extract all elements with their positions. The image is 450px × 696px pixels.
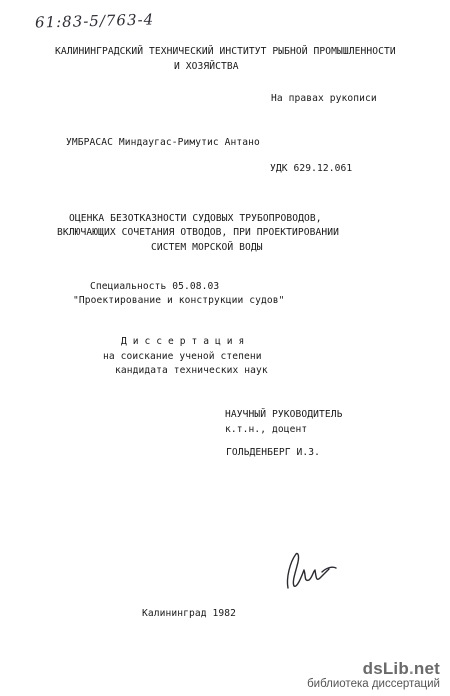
institute-name-line-2: И ХОЗЯЙСТВА [174, 61, 239, 72]
dslib-logo[interactable] [307, 659, 440, 679]
institute-name-line-1: КАЛИНИНГРАДСКИЙ ТЕХНИЧЕСКИЙ ИНСТИТУТ РЫБНОЙ ПРОМЫШЛЕННОСТИ [55, 46, 396, 57]
udk-code: УДК 629.12.061 [270, 163, 353, 174]
logo-main: dsLib [362, 659, 409, 678]
handwritten-signature [282, 548, 338, 592]
thesis-title-line-1: ОЦЕНКА БЕЗОТКАЗНОСТИ СУДОВЫХ ТРУБОПРОВОДОВ, [69, 213, 322, 224]
author-name: УМБРАСАС Миндаугас-Римутис Антано [66, 137, 260, 148]
logo-dot: . [408, 659, 414, 678]
supervisor-name: ГОЛЬДЕНБЕРГ И.З. [226, 447, 321, 458]
city-year: Калининград 1982 [142, 608, 237, 619]
handwritten-archive-code: 61:83-5/763-4 [34, 10, 155, 32]
specialty-name: "Проектирование и конструкции судов" [73, 295, 285, 306]
supervisor-label: НАУЧНЫЙ РУКОВОДИТЕЛЬ [225, 409, 343, 420]
specialty-number: Специальность 05.08.03 [90, 281, 220, 292]
logo-tld: net [413, 659, 440, 678]
thesis-title-line-3: СИСТЕМ МОРСКОЙ ВОДЫ [151, 242, 263, 253]
degree-line-1: на соискание ученой степени [103, 351, 262, 362]
degree-line-2: кандидата технических наук [115, 365, 268, 376]
library-subtitle: библиотека диссертаций [307, 678, 440, 690]
watermark-footer [307, 659, 440, 690]
supervisor-degree: к.т.н., доцент [225, 424, 308, 435]
dissertation-label: Д и с с е р т а ц и я [121, 336, 245, 347]
manuscript-rights: На правах рукописи [271, 93, 377, 104]
thesis-title-line-2: ВКЛЮЧАЮЩИХ СОЧЕТАНИЯ ОТВОДОВ, ПРИ ПРОЕКТИРОВАНИИ [57, 227, 340, 238]
